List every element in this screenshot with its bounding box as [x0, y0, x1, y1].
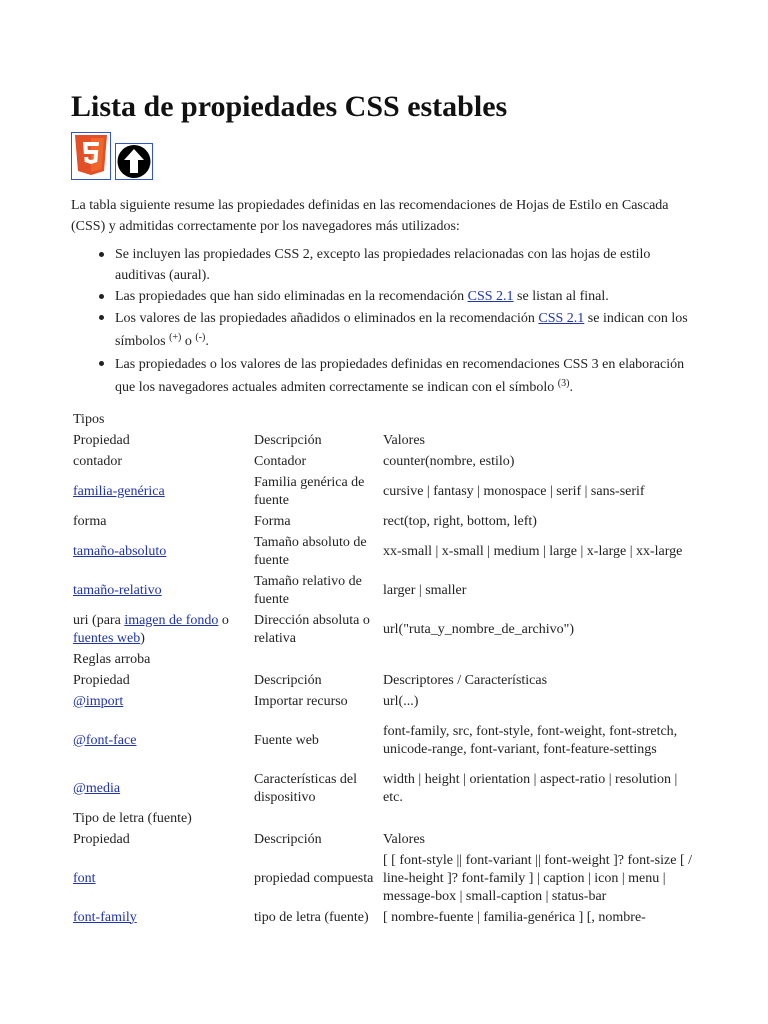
note-text: se indican con los símbolos — [115, 311, 688, 349]
uri-text: uri (para — [73, 612, 125, 628]
note-text: Los valores de las propiedades añadidos o eliminados en la recomendación — [115, 311, 539, 326]
note-text: Se incluyen las propiedades CSS 2, excepto las propiedades relacionadas con las hojas de estilo auditivas (aural). — [115, 247, 651, 283]
table-header-row — [71, 829, 701, 850]
description-cell: Forma — [254, 513, 291, 529]
section-title: Tipos — [73, 411, 105, 427]
note-text: se listan al final. — [513, 289, 609, 304]
table-row — [71, 571, 701, 610]
list-item — [71, 307, 696, 353]
table-row — [71, 769, 701, 808]
values-cell: url("ruta_y_nombre_de_archivo") — [383, 621, 575, 637]
column-header: Valores — [383, 831, 425, 847]
background-image-link[interactable]: imagen de fondo — [124, 612, 219, 628]
values-cell: xx-small | x-small | medium | large | x-large | xx-large — [383, 543, 683, 559]
values-cell: counter(nombre, estilo) — [383, 453, 515, 469]
values-cell: font-family, src, font-style, font-weight, font-stretch, unicode-range, font-variant, font-feature-settings — [383, 723, 678, 757]
list-item — [71, 353, 696, 399]
table-row — [71, 472, 701, 511]
note-text: . — [569, 380, 573, 395]
note-text: Las propiedades que han sido eliminadas en la recomendación — [115, 289, 468, 304]
description-cell: Tamaño absoluto de fuente — [254, 534, 367, 568]
property-cell: forma — [73, 513, 107, 529]
values-cell: [ nombre-fuente | familia-genérica ] [, nombre- — [383, 909, 646, 925]
property-link[interactable]: font-family — [73, 909, 137, 925]
values-cell: cursive | fantasy | monospace | serif | sans-serif — [383, 483, 645, 499]
description-cell: Dirección absoluta o relativa — [254, 612, 370, 646]
description-cell: Familia genérica de fuente — [254, 474, 365, 508]
column-header: Propiedad — [73, 432, 130, 448]
values-cell: width | height | orientation | aspect-ratio | resolution | etc. — [383, 771, 678, 805]
intro-paragraph: La tabla siguiente resume las propiedades definidas en las recomendaciones de Hojas de Estilo en Cascada (CSS) y admitidas correctamente por los navegadores más utilizados: — [71, 198, 669, 234]
minus-symbol: (-) — [195, 332, 206, 343]
table-section-row — [71, 409, 701, 430]
description-cell: Contador — [254, 453, 307, 469]
column-header: Propiedad — [73, 672, 130, 688]
table-row — [71, 511, 701, 532]
column-header: Descripción — [254, 432, 322, 448]
column-header: Descriptores / Características — [383, 672, 548, 688]
table-row — [71, 907, 701, 928]
property-link[interactable]: @font-face — [73, 732, 137, 748]
table-header-row — [71, 430, 701, 451]
table-row — [71, 712, 701, 769]
property-link[interactable]: tamaño-absoluto — [73, 543, 167, 559]
table-row — [71, 691, 701, 712]
web-fonts-link[interactable]: fuentes web — [73, 630, 141, 646]
page-title: Lista de propiedades CSS estables — [71, 90, 508, 123]
css3-symbol: (3) — [557, 378, 570, 389]
table-row — [71, 532, 701, 571]
column-header: Descripción — [254, 672, 322, 688]
table-row — [71, 451, 701, 472]
description-cell: propiedad compuesta — [254, 870, 374, 886]
property-link[interactable]: familia-genérica — [73, 483, 165, 499]
css-properties-table — [71, 409, 701, 928]
property-link[interactable]: @import — [73, 693, 124, 709]
values-cell: [ [ font-style || font-variant || font-weight ]? font-size [ / line-height ]? font-family ] | caption | icon | menu | message-box | small-caption | status-bar — [383, 852, 692, 904]
property-link[interactable]: font — [73, 870, 96, 886]
table-header-row — [71, 670, 701, 691]
values-cell: rect(top, right, bottom, left) — [383, 513, 537, 529]
section-title: Tipo de letra (fuente) — [73, 810, 192, 826]
notes-list — [71, 244, 696, 399]
column-header: Valores — [383, 432, 425, 448]
description-cell: tipo de letra (fuente) — [254, 909, 369, 925]
html5-logo-icon[interactable] — [71, 132, 111, 180]
property-link[interactable]: @media — [73, 780, 121, 796]
note-text: o — [181, 334, 196, 349]
table-section-row — [71, 649, 701, 670]
list-item — [71, 286, 696, 307]
plus-symbol: (+) — [169, 332, 182, 343]
section-title: Reglas arroba — [73, 651, 151, 667]
description-cell: Características del dispositivo — [254, 771, 358, 805]
description-cell: Tamaño relativo de fuente — [254, 573, 362, 607]
list-item — [71, 244, 696, 286]
css21-link[interactable]: CSS 2.1 — [467, 289, 514, 304]
css21-link[interactable]: CSS 2.1 — [538, 311, 585, 326]
column-header: Propiedad — [73, 831, 130, 847]
description-cell: Importar recurso — [254, 693, 348, 709]
table-row — [71, 610, 701, 649]
note-text: Las propiedades o los valores de las propiedades definidas en recomendaciones CSS 3 en elaboración que los navegadores actuales admiten correctamente se indican con el símbolo — [115, 357, 685, 395]
uri-text: ) — [140, 630, 145, 646]
property-cell — [71, 610, 252, 649]
column-header: Descripción — [254, 831, 322, 847]
description-cell: Fuente web — [254, 732, 319, 748]
uri-text: o — [218, 612, 229, 628]
note-text: . — [205, 334, 209, 349]
values-cell: larger | smaller — [383, 582, 467, 598]
table-row — [71, 850, 701, 907]
property-cell: contador — [73, 453, 122, 469]
table-section-row — [71, 808, 701, 829]
property-link[interactable]: tamaño-relativo — [73, 582, 162, 598]
values-cell: url(...) — [383, 693, 419, 709]
arrow-up-icon[interactable] — [115, 143, 153, 180]
